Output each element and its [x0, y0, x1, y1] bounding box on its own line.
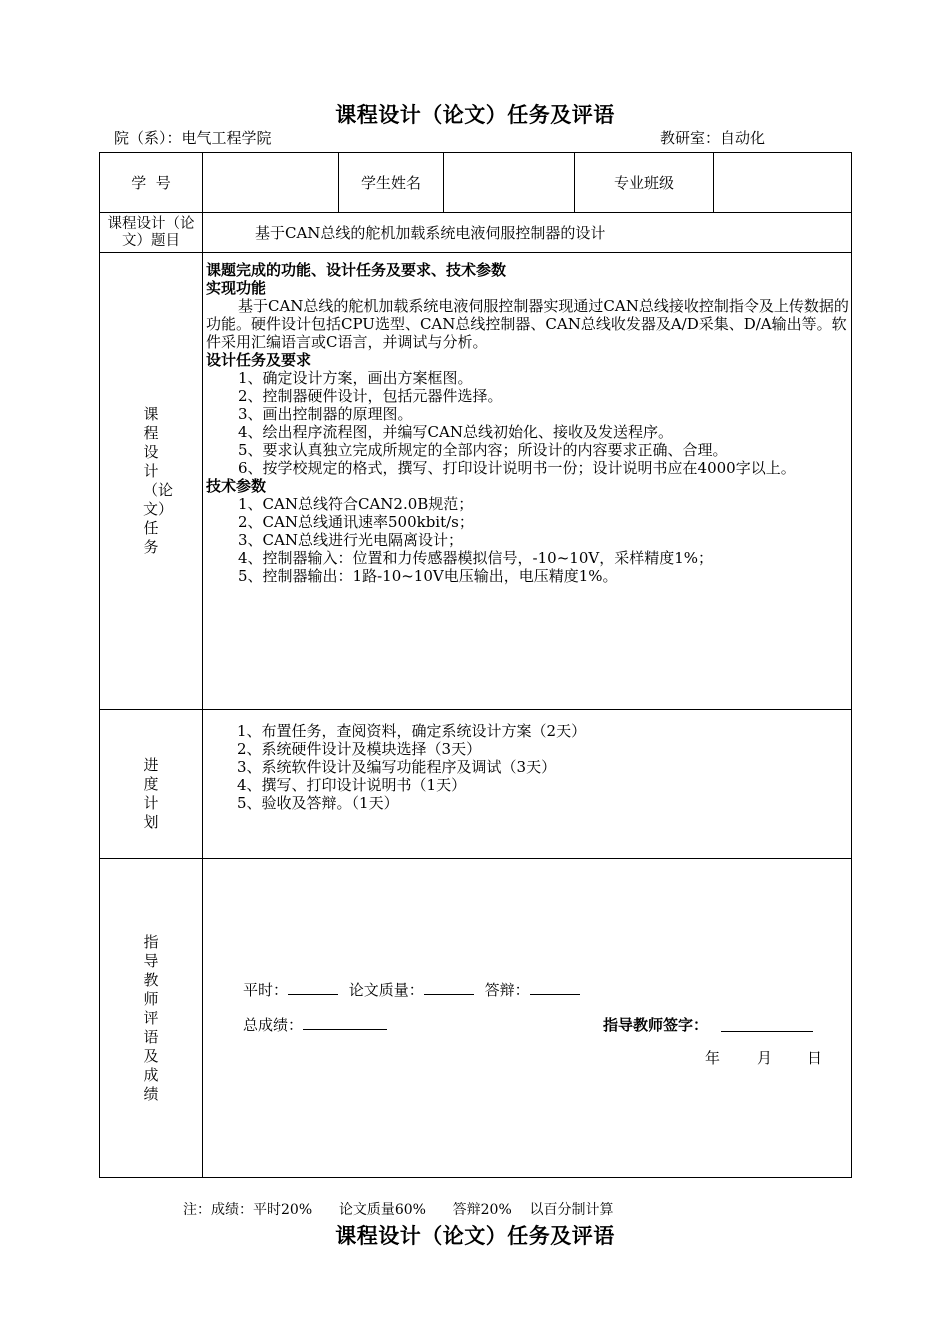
page-title: 课程设计（论文）任务及评语 [335, 102, 615, 127]
function-text: 基于CAN总线的舵机加载系统电液伺服控制器实现通过CAN总线接收控制指令及上传数据的功能。硬件设计包括CPU选型、CAN总线控制器、CAN总线收发器及A/D采集、D/A输出等。软件采用汇编语言或C语言，并调试与分析。 [206, 297, 849, 351]
class-cell[interactable] [714, 153, 852, 213]
class-label: 专业班级 [575, 153, 714, 213]
requirements-heading: 设计任务及要求 [206, 351, 312, 369]
student-id-cell[interactable] [203, 153, 339, 213]
requirement-item: 6、按学校规定的格式，撰写、打印设计说明书一份；设计说明书应在4000字以上。 [238, 459, 796, 477]
schedule-item: 2、系统硬件设计及模块选择（3天） [237, 740, 482, 758]
requirement-item: 4、绘出程序流程图，并编写CAN总线初始化、接收及发送程序。 [238, 423, 673, 441]
schedule-item: 3、系统软件设计及编写功能程序及调试（3天） [237, 758, 557, 776]
task-form-table [99, 152, 852, 1178]
usual-score-label: 平时： [243, 981, 289, 999]
params-heading: 技术参数 [206, 477, 267, 495]
param-item: 4、控制器输入：位置和力传感器模拟信号，-10~10V，采样精度1%； [238, 549, 713, 567]
defense-score-label: 答辩： [484, 981, 530, 999]
student-name-cell[interactable] [444, 153, 575, 213]
schedule-item: 1、布置任务，查阅资料，确定系统设计方案（2天） [237, 722, 587, 740]
function-heading: 实现功能 [206, 279, 267, 297]
footer-title: 课程设计（论文）任务及评语 [335, 1223, 615, 1248]
total-score-line [243, 1014, 387, 1035]
total-score-blank[interactable] [303, 1015, 387, 1030]
topic-label: 课程设计（论文）题目 [100, 213, 203, 253]
signature-blank[interactable] [721, 1017, 813, 1032]
requirement-item: 1、确定设计方案，画出方案框图。 [238, 369, 473, 387]
param-item: 1、CAN总线符合CAN2.0B规范； [238, 495, 474, 513]
defense-score-blank[interactable] [530, 980, 580, 995]
requirement-item: 3、画出控制器的原理图。 [238, 405, 413, 423]
requirement-item: 5、要求认真独立完成所规定的全部内容；所设计的内容要求正确、合理。 [238, 441, 728, 459]
task-heading: 课题完成的功能、设计任务及要求、技术参数 [206, 261, 507, 279]
task-label: 课程设计（论文）任务 [100, 253, 203, 710]
score-line [243, 979, 580, 1000]
signature-label: 指导教师签字： [603, 1016, 709, 1034]
schedule-label: 进度计划 [100, 710, 203, 859]
param-item: 2、CAN总线通讯速率500kbit/s； [238, 513, 474, 531]
task-content [203, 253, 852, 710]
schedule-content [203, 710, 852, 859]
quality-score-blank[interactable] [424, 980, 474, 995]
evaluation-label: 指导教师评语及成绩 [100, 859, 203, 1178]
param-item: 5、控制器输出：1路-10~10V电压输出，电压精度1%。 [238, 567, 618, 585]
usual-score-blank[interactable] [288, 980, 338, 995]
schedule-item: 5、验收及答辩。（1天） [237, 794, 399, 812]
student-id-label: 学 号 [100, 153, 203, 213]
office-label: 教研室：自动化 [660, 129, 766, 147]
quality-score-label: 论文质量： [348, 981, 424, 999]
topic-value: 基于CAN总线的舵机加载系统电液伺服控制器的设计 [203, 213, 852, 253]
date-year: 年 [705, 1049, 721, 1067]
requirement-item: 2、控制器硬件设计，包括元器件选择。 [238, 387, 503, 405]
evaluation-content [203, 859, 852, 1178]
param-item: 3、CAN总线进行光电隔离设计； [238, 531, 463, 549]
schedule-item: 4、撰写、打印设计说明书（1天） [237, 776, 467, 794]
total-score-label: 总成绩： [243, 1016, 304, 1034]
grading-note: 注：成绩：平时20% 论文质量60% 答辩20% 以百分制计算 [183, 1202, 614, 1218]
department-label: 院（系）：电气工程学院 [114, 129, 272, 147]
date-day: 日 [807, 1049, 823, 1067]
student-name-label: 学生姓名 [339, 153, 444, 213]
date-month: 月 [757, 1049, 773, 1067]
